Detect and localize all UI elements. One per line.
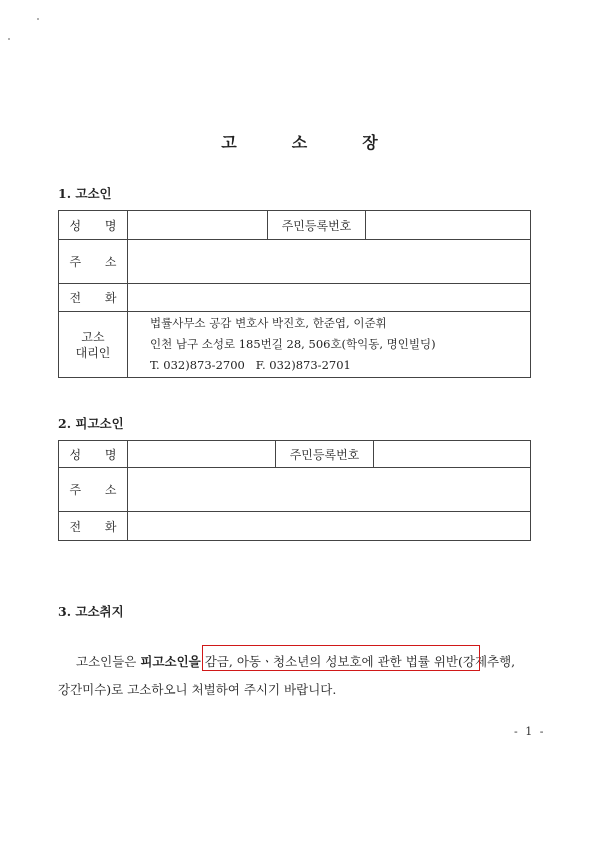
phone-field xyxy=(128,284,531,312)
charge-highlight-box xyxy=(202,645,480,671)
address-field xyxy=(128,468,531,512)
phone-label: 전 화 xyxy=(59,284,128,312)
name-label: 성 명 xyxy=(59,211,128,240)
section-heading-accused: 2. 피고소인 xyxy=(58,416,124,431)
id-number-label: 주민등록번호 xyxy=(268,211,366,240)
phone-field xyxy=(128,512,531,541)
title-char: 장 xyxy=(362,133,379,152)
name-label: 성 명 xyxy=(59,441,128,468)
complainant-table xyxy=(58,210,531,378)
agent-label: 고소 대리인 xyxy=(59,312,128,378)
purpose-line-2: 강간미수)로 고소하오니 처벌하여 주시기 바랍니다. xyxy=(58,682,337,697)
scan-speck xyxy=(37,18,39,20)
purpose-line-1: 고소인들은 피고소인을 감금, 아동ㆍ청소년의 성보호에 관한 법률 위반(강제추행, xyxy=(76,654,516,669)
agent-details xyxy=(128,312,531,378)
charge-text: 감금, 아동ㆍ청소년의 성보호에 관한 법률 위반 xyxy=(200,654,458,669)
title-char: 소 xyxy=(291,133,309,152)
name-field xyxy=(128,211,268,240)
document-title xyxy=(0,130,600,153)
name-field xyxy=(128,441,276,468)
id-number-field xyxy=(374,441,531,468)
agent-contact: T. 032)873-2700 F. 032)873-2701 xyxy=(150,358,351,372)
section-heading-complainant: 1. 고소인 xyxy=(58,186,112,201)
agent-address: 인천 남구 소성로 185번길 28, 506호(학익동, 명인빌딩) xyxy=(150,337,436,351)
accused-table xyxy=(58,440,531,541)
phone-label: 전 화 xyxy=(59,512,128,541)
title-char: 고 xyxy=(221,133,238,152)
section-heading-purpose: 3. 고소취지 xyxy=(58,604,124,619)
id-number-field xyxy=(366,211,531,240)
address-label: 주 소 xyxy=(59,240,128,284)
address-label: 주 소 xyxy=(59,468,128,512)
page-number: - 1 - xyxy=(514,725,546,738)
agent-names: 법률사무소 공감 변호사 박진호, 한준엽, 이준휘 xyxy=(150,316,387,330)
id-number-label: 주민등록번호 xyxy=(276,441,374,468)
address-field xyxy=(128,240,531,284)
accused-term: 피고소인을 xyxy=(140,654,201,669)
scan-speck xyxy=(8,38,10,40)
